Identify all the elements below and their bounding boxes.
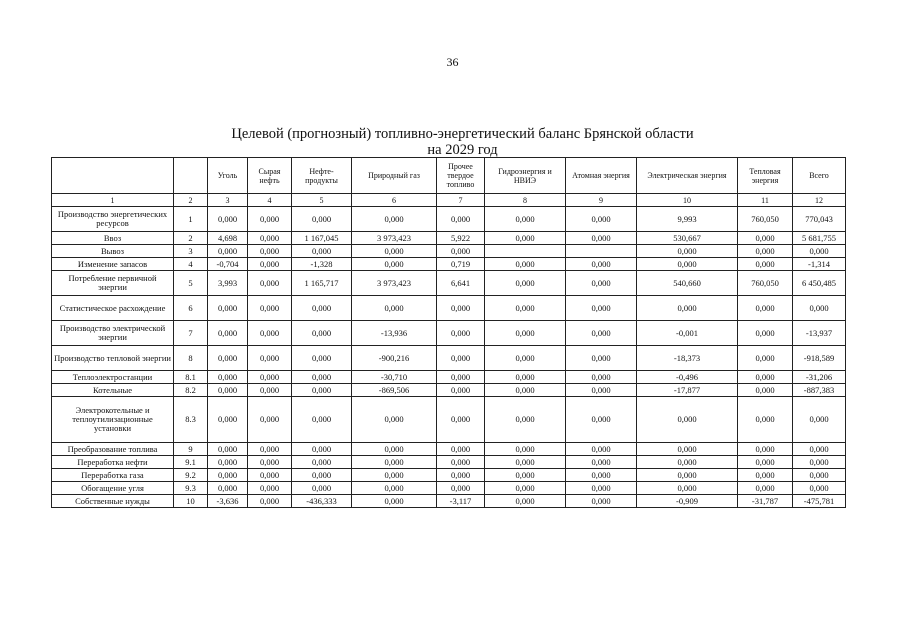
value-cell: -17,877 [637, 384, 738, 397]
value-cell: 0,000 [738, 443, 793, 456]
value-cell: -0,496 [637, 371, 738, 384]
value-cell: 0,000 [248, 207, 292, 232]
value-cell: 0,000 [208, 296, 248, 321]
table-row [52, 443, 846, 456]
value-cell: 0,000 [208, 443, 248, 456]
value-cell: -869,506 [352, 384, 437, 397]
value-cell: 0,000 [437, 245, 485, 258]
column-number: 6 [352, 194, 437, 207]
document-title [0, 126, 905, 158]
value-cell: 0,000 [566, 495, 637, 508]
value-cell: 0,000 [738, 456, 793, 469]
value-cell: 0,000 [352, 456, 437, 469]
value-cell: -3,636 [208, 495, 248, 508]
value-cell: 0,000 [208, 482, 248, 495]
value-cell: 0,000 [566, 397, 637, 443]
value-cell: -13,937 [793, 321, 846, 346]
value-cell: 0,000 [793, 397, 846, 443]
value-cell: 0,000 [566, 456, 637, 469]
column-number: 5 [292, 194, 352, 207]
value-cell: 0,000 [352, 296, 437, 321]
row-code: 9.3 [174, 482, 208, 495]
value-cell: 0,000 [566, 482, 637, 495]
value-cell: 0,000 [485, 371, 566, 384]
table-row [52, 384, 846, 397]
table-row [52, 245, 846, 258]
column-number: 2 [174, 194, 208, 207]
value-cell: 0,000 [208, 469, 248, 482]
value-cell: 0,000 [292, 296, 352, 321]
value-cell: 6 450,485 [793, 271, 846, 296]
value-cell: 0,000 [248, 495, 292, 508]
value-cell: 0,000 [738, 296, 793, 321]
value-cell: -0,909 [637, 495, 738, 508]
row-code: 8.1 [174, 371, 208, 384]
row-code: 9.2 [174, 469, 208, 482]
table-row [52, 232, 846, 245]
value-cell: 0,000 [292, 207, 352, 232]
value-cell: -436,333 [292, 495, 352, 508]
value-cell: 0,000 [352, 495, 437, 508]
column-number: 4 [248, 194, 292, 207]
row-code: 9.1 [174, 456, 208, 469]
value-cell: 0,000 [437, 482, 485, 495]
column-number: 7 [437, 194, 485, 207]
value-cell: 0,000 [566, 443, 637, 456]
value-cell: 0,000 [566, 207, 637, 232]
table-row [52, 207, 846, 232]
value-cell: 0,000 [437, 321, 485, 346]
column-number: 3 [208, 194, 248, 207]
value-cell: 0,000 [352, 207, 437, 232]
row-code: 8.2 [174, 384, 208, 397]
table-row [52, 258, 846, 271]
value-cell: 1 167,045 [292, 232, 352, 245]
value-cell: 0,000 [248, 371, 292, 384]
value-cell: 0,000 [248, 482, 292, 495]
value-cell: 0,000 [292, 384, 352, 397]
value-cell: -1,314 [793, 258, 846, 271]
value-cell: 0,000 [208, 245, 248, 258]
column-header: Всего [793, 158, 846, 194]
value-cell: 0,000 [208, 384, 248, 397]
value-cell: 0,000 [637, 296, 738, 321]
value-cell: 0,000 [352, 482, 437, 495]
column-number: 8 [485, 194, 566, 207]
value-cell: -918,589 [793, 346, 846, 371]
value-cell: 0,000 [292, 456, 352, 469]
value-cell: 0,000 [248, 321, 292, 346]
value-cell: 0,000 [248, 384, 292, 397]
row-label: Ввоз [52, 232, 174, 245]
value-cell: 0,000 [566, 258, 637, 271]
value-cell: 0,000 [738, 346, 793, 371]
value-cell: 0,000 [485, 207, 566, 232]
column-number: 10 [637, 194, 738, 207]
value-cell: 0,000 [437, 456, 485, 469]
value-cell: 0,000 [738, 258, 793, 271]
value-cell: 0,719 [437, 258, 485, 271]
value-cell: 0,000 [437, 296, 485, 321]
table-row [52, 271, 846, 296]
value-cell: 0,000 [738, 482, 793, 495]
value-cell: 0,000 [248, 296, 292, 321]
row-label: Изменение запасов [52, 258, 174, 271]
row-label: Электрокотельные и теплоутилизационные установки [52, 397, 174, 443]
row-label: Переработка нефти [52, 456, 174, 469]
value-cell: -475,781 [793, 495, 846, 508]
row-label: Потребление первичной энергии [52, 271, 174, 296]
value-cell: 0,000 [208, 207, 248, 232]
value-cell: 4,698 [208, 232, 248, 245]
value-cell: 0,000 [292, 397, 352, 443]
value-cell: 0,000 [437, 346, 485, 371]
row-code: 4 [174, 258, 208, 271]
value-cell: 0,000 [566, 321, 637, 346]
value-cell: 0,000 [793, 469, 846, 482]
table-row [52, 469, 846, 482]
value-cell: 0,000 [738, 397, 793, 443]
row-code: 8 [174, 346, 208, 371]
table-row [52, 482, 846, 495]
value-cell: 0,000 [566, 384, 637, 397]
value-cell: 3,993 [208, 271, 248, 296]
value-cell: 0,000 [793, 482, 846, 495]
value-cell: 0,000 [292, 469, 352, 482]
table-body [52, 207, 846, 508]
value-cell: 0,000 [208, 397, 248, 443]
value-cell: 0,000 [208, 321, 248, 346]
value-cell: 0,000 [248, 245, 292, 258]
value-cell: 0,000 [248, 456, 292, 469]
value-cell: 0,000 [485, 258, 566, 271]
value-cell: 0,000 [485, 296, 566, 321]
value-cell: 0,000 [566, 271, 637, 296]
column-header: Гидроэнергия и НВИЭ [485, 158, 566, 194]
value-cell: 0,000 [637, 456, 738, 469]
value-cell: -900,216 [352, 346, 437, 371]
column-number: 12 [793, 194, 846, 207]
column-number: 11 [738, 194, 793, 207]
row-label: Теплоэлектростанции [52, 371, 174, 384]
value-cell: 0,000 [292, 371, 352, 384]
value-cell: 0,000 [566, 296, 637, 321]
table-row [52, 346, 846, 371]
value-cell: 0,000 [352, 245, 437, 258]
value-cell: 0,000 [566, 469, 637, 482]
value-cell: 0,000 [437, 384, 485, 397]
row-code: 7 [174, 321, 208, 346]
value-cell: 0,000 [637, 397, 738, 443]
value-cell: 0,000 [566, 371, 637, 384]
value-cell: 540,660 [637, 271, 738, 296]
value-cell: 0,000 [208, 371, 248, 384]
value-cell: 530,667 [637, 232, 738, 245]
row-label: Производство энергетических ресурсов [52, 207, 174, 232]
table-row [52, 371, 846, 384]
value-cell: 0,000 [485, 482, 566, 495]
value-cell: -3,117 [437, 495, 485, 508]
value-cell: 0,000 [637, 469, 738, 482]
column-header: Тепловая энергия [738, 158, 793, 194]
value-cell: 0,000 [793, 245, 846, 258]
row-label: Статистическое расхождение [52, 296, 174, 321]
value-cell: -18,373 [637, 346, 738, 371]
page-number: 36 [446, 55, 459, 69]
column-number: 1 [52, 194, 174, 207]
column-header: Электрическая энергия [637, 158, 738, 194]
value-cell: 0,000 [738, 245, 793, 258]
value-cell: 0,000 [738, 321, 793, 346]
value-cell: 0,000 [208, 346, 248, 371]
value-cell: 0,000 [437, 371, 485, 384]
row-label: Вывоз [52, 245, 174, 258]
value-cell: 5,922 [437, 232, 485, 245]
value-cell: 0,000 [248, 271, 292, 296]
column-number-row [52, 194, 846, 207]
value-cell: 0,000 [485, 384, 566, 397]
value-cell: 0,000 [248, 258, 292, 271]
value-cell: -0,001 [637, 321, 738, 346]
value-cell [566, 245, 637, 258]
table-row [52, 296, 846, 321]
value-cell: 0,000 [437, 469, 485, 482]
value-cell: 770,043 [793, 207, 846, 232]
value-cell: 0,000 [793, 296, 846, 321]
column-number: 9 [566, 194, 637, 207]
value-cell: 0,000 [352, 397, 437, 443]
value-cell: 0,000 [485, 232, 566, 245]
table-row [52, 397, 846, 443]
value-cell: 0,000 [485, 495, 566, 508]
column-header: Уголь [208, 158, 248, 194]
row-label: Собственные нужды [52, 495, 174, 508]
value-cell: 0,000 [292, 443, 352, 456]
row-code: 1 [174, 207, 208, 232]
column-header: Нефте-продукты [292, 158, 352, 194]
value-cell: 0,000 [292, 245, 352, 258]
column-header [174, 158, 208, 194]
value-cell: 5 681,755 [793, 232, 846, 245]
value-cell: 0,000 [485, 321, 566, 346]
value-cell: 0,000 [352, 469, 437, 482]
value-cell: 0,000 [437, 397, 485, 443]
value-cell: 0,000 [485, 271, 566, 296]
table-row [52, 321, 846, 346]
title-line-1: Целевой (прогнозный) топливно-энергетический баланс Брянской области [231, 126, 694, 142]
value-cell: 0,000 [248, 469, 292, 482]
value-cell: -13,936 [352, 321, 437, 346]
value-cell: 0,000 [292, 482, 352, 495]
value-cell: 0,000 [437, 443, 485, 456]
value-cell: 0,000 [485, 397, 566, 443]
value-cell: 0,000 [637, 482, 738, 495]
table-row [52, 456, 846, 469]
row-label: Производство электрической энергии [52, 321, 174, 346]
value-cell: 0,000 [738, 469, 793, 482]
column-header: Природный газ [352, 158, 437, 194]
value-cell: 0,000 [637, 443, 738, 456]
value-cell: 0,000 [485, 469, 566, 482]
value-cell: 760,050 [738, 207, 793, 232]
value-cell: 0,000 [637, 258, 738, 271]
value-cell: -31,206 [793, 371, 846, 384]
row-label: Преобразование топлива [52, 443, 174, 456]
value-cell: -31,787 [738, 495, 793, 508]
value-cell: -1,328 [292, 258, 352, 271]
value-cell: 1 165,717 [292, 271, 352, 296]
row-code: 8.3 [174, 397, 208, 443]
value-cell: 0,000 [793, 443, 846, 456]
value-cell [485, 245, 566, 258]
row-code: 6 [174, 296, 208, 321]
value-cell: -0,704 [208, 258, 248, 271]
column-header: Сырая нефть [248, 158, 292, 194]
value-cell: 0,000 [437, 207, 485, 232]
value-cell: 0,000 [485, 443, 566, 456]
value-cell: 0,000 [248, 346, 292, 371]
value-cell: 760,050 [738, 271, 793, 296]
value-cell: 0,000 [352, 443, 437, 456]
row-code: 5 [174, 271, 208, 296]
value-cell: 0,000 [292, 346, 352, 371]
value-cell: 0,000 [485, 346, 566, 371]
value-cell: 0,000 [292, 321, 352, 346]
column-header: Атомная энергия [566, 158, 637, 194]
energy-balance-table [51, 157, 846, 508]
row-code: 10 [174, 495, 208, 508]
row-label: Переработка газа [52, 469, 174, 482]
row-code: 3 [174, 245, 208, 258]
row-label: Котельные [52, 384, 174, 397]
row-code: 9 [174, 443, 208, 456]
value-cell: 0,000 [352, 258, 437, 271]
value-cell: 6,641 [437, 271, 485, 296]
value-cell: 0,000 [485, 456, 566, 469]
value-cell: 0,000 [637, 245, 738, 258]
column-header [52, 158, 174, 194]
row-label: Производство тепловой энергии [52, 346, 174, 371]
value-cell: 9,993 [637, 207, 738, 232]
value-cell: 0,000 [566, 346, 637, 371]
value-cell: 0,000 [248, 443, 292, 456]
row-label: Обогащение угля [52, 482, 174, 495]
value-cell: 0,000 [738, 371, 793, 384]
value-cell: 3 973,423 [352, 271, 437, 296]
value-cell: 0,000 [738, 384, 793, 397]
value-cell: -30,710 [352, 371, 437, 384]
value-cell: -887,383 [793, 384, 846, 397]
table-header-row [52, 158, 846, 194]
value-cell: 0,000 [248, 397, 292, 443]
value-cell: 0,000 [566, 232, 637, 245]
title-line-2: на 2029 год [427, 142, 498, 158]
value-cell: 0,000 [208, 456, 248, 469]
value-cell: 0,000 [793, 456, 846, 469]
value-cell: 0,000 [738, 232, 793, 245]
row-code: 2 [174, 232, 208, 245]
table-row [52, 495, 846, 508]
value-cell: 0,000 [248, 232, 292, 245]
value-cell: 3 973,423 [352, 232, 437, 245]
column-header: Прочее твердое топливо [437, 158, 485, 194]
